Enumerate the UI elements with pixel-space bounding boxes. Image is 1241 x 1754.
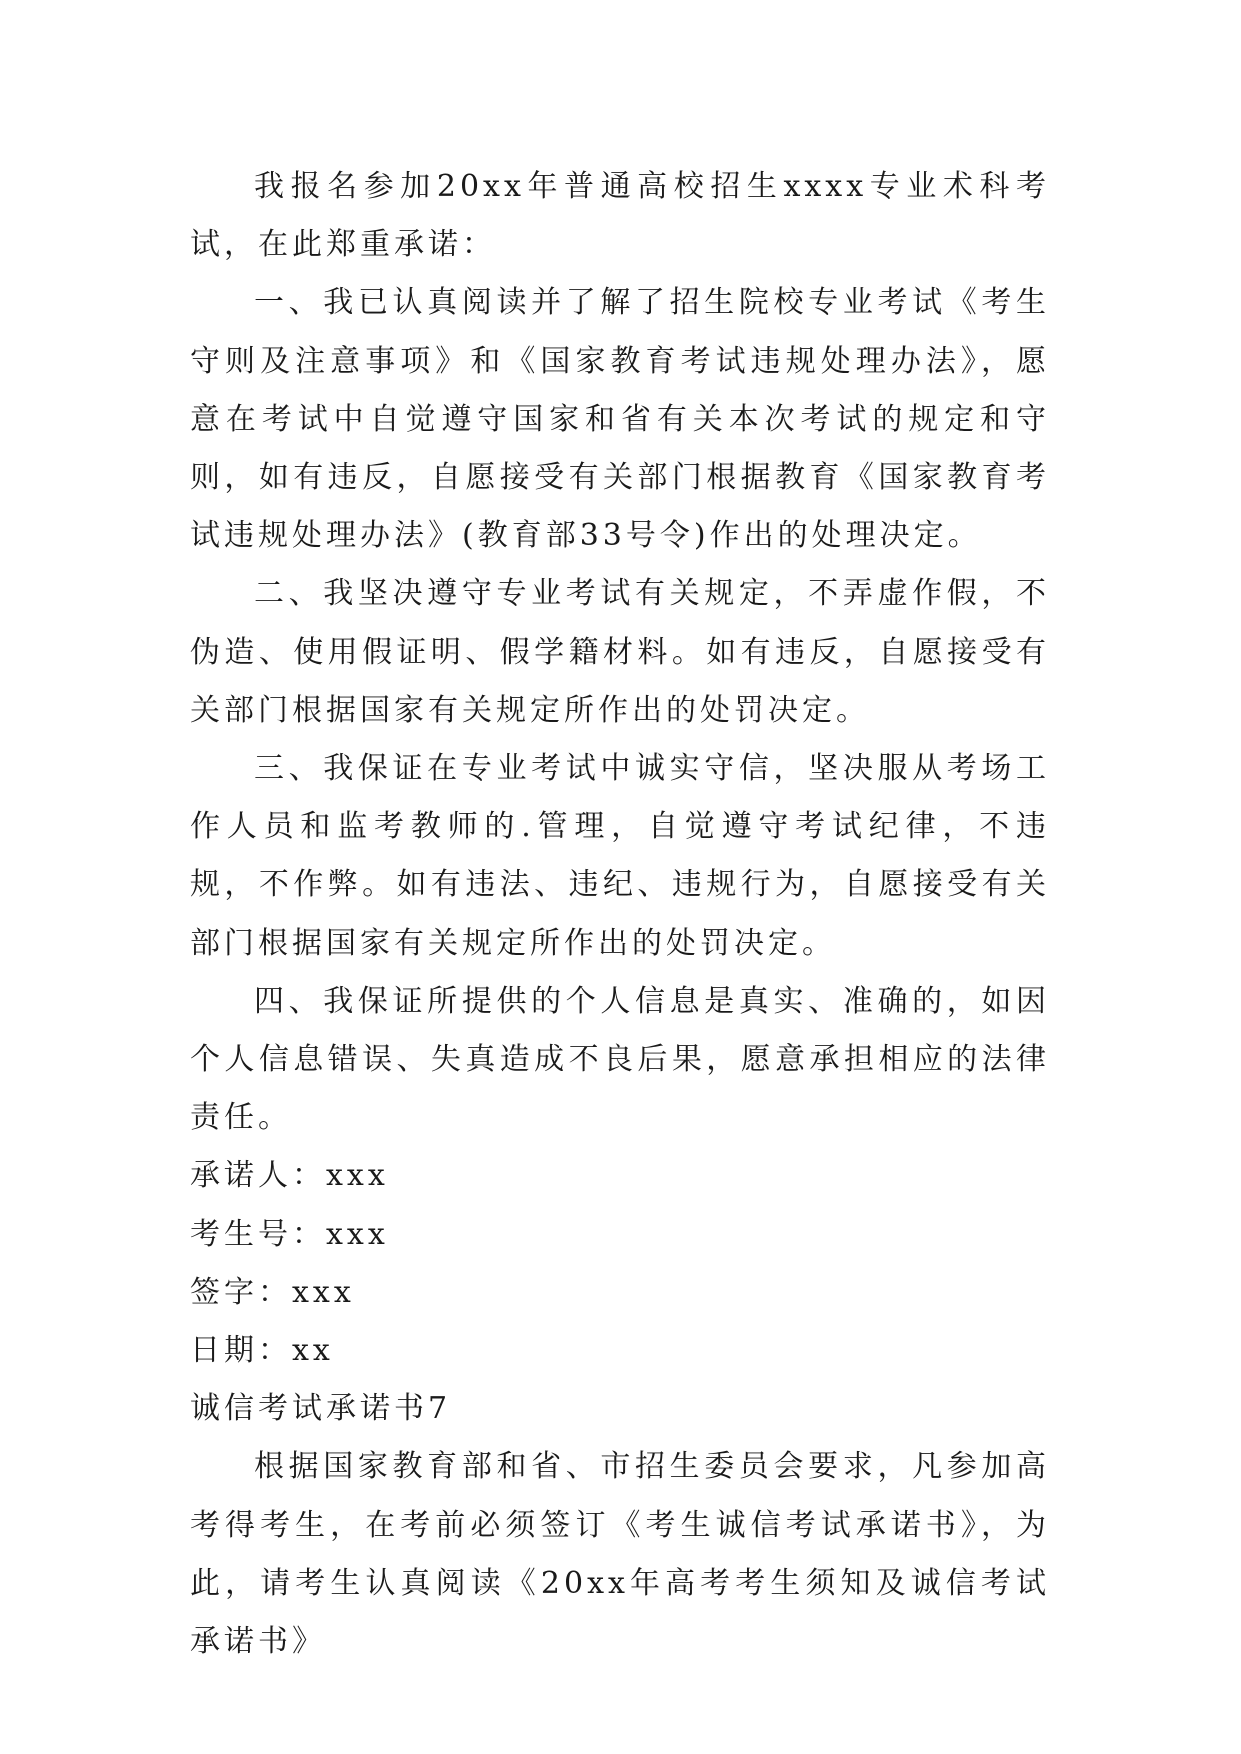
section-title: 诚信考试承诺书7 (190, 1391, 452, 1427)
commitment-item-1: 一、我已认真阅读并了解了招生院校专业考试《考生守则及注意事项》和《国家教育考试违规处理办法》，愿意在考试中自觉遵守国家和省有关本次考试的规定和守则，如有违反，自愿接受有关部门根据教育《国家教育考试违规处理办法》(教育部33号令)作出的处理决定。 (190, 285, 1050, 554)
intro-paragraph: 我报名参加20xx年普通高校招生xxxx专业术科考试，在此郑重承诺： (190, 169, 1050, 263)
exam-number-line: 考生号：xxx (190, 1216, 389, 1252)
signature-line: 签字：xxx (190, 1274, 355, 1310)
document-body (190, 158, 1050, 1671)
section-body-paragraph: 根据国家教育部和省、市招生委员会要求，凡参加高考得考生，在考前必须签订《考生诚信考试承诺书》，为此，请考生认真阅读《20xx年高考考生须知及诚信考试承诺书》 (190, 1449, 1050, 1660)
commitment-item-4: 四、我保证所提供的个人信息是真实、准确的，如因个人信息错误、失真造成不良后果，愿意承担相应的法律责任。 (190, 983, 1050, 1136)
commitment-item-2: 二、我坚决遵守专业考试有关规定，不弄虚作假，不伪造、使用假证明、假学籍材料。如有违反，自愿接受有关部门根据国家有关规定所作出的处罚决定。 (190, 576, 1050, 728)
date-line: 日期：xx (190, 1333, 334, 1369)
commitment-item-3: 三、我保证在专业考试中诚实守信，坚决服从考场工作人员和监考教师的.管理，自觉遵守考试纪律，不违规，不作弊。如有违法、违纪、违规行为，自愿接受有关部门根据国家有关规定所作出的处罚决定。 (190, 751, 1050, 961)
promisor-line: 承诺人：xxx (190, 1158, 389, 1194)
